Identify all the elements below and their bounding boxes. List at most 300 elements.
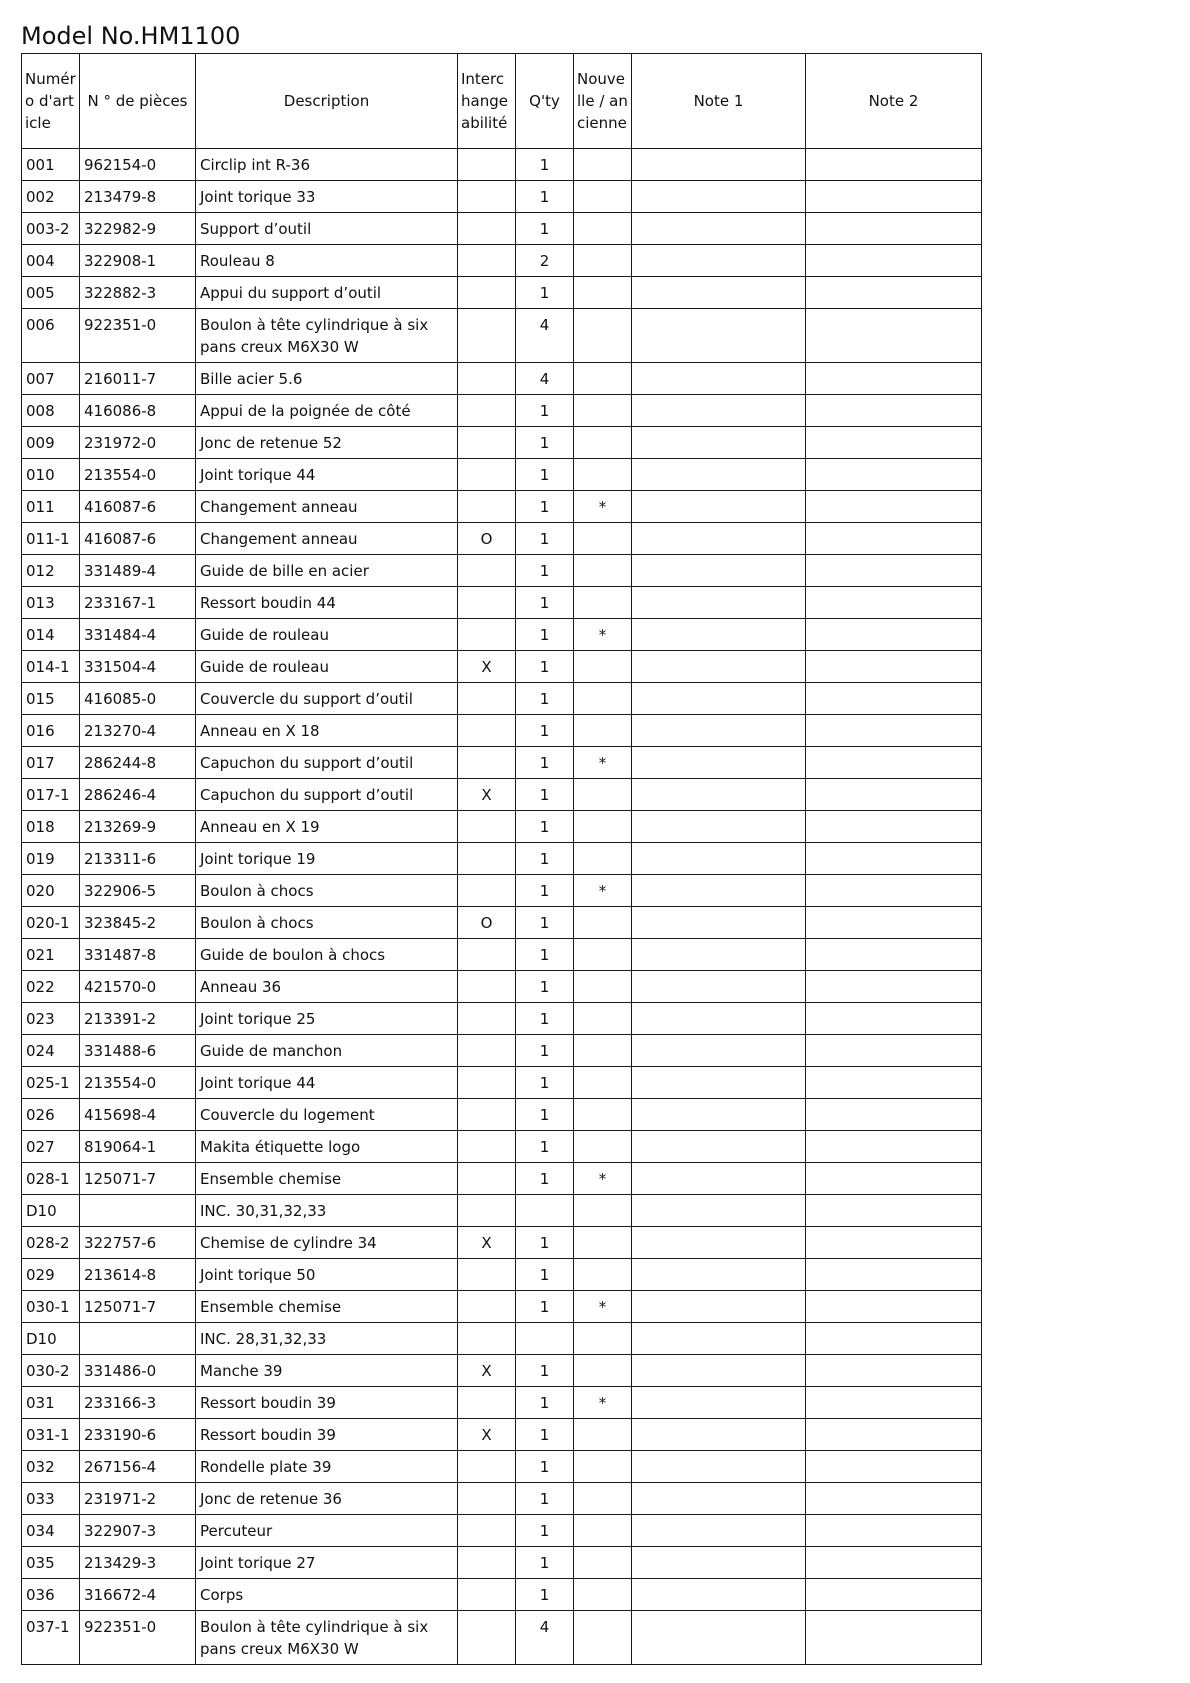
cell-description: Ressort boudin 44 <box>196 587 458 619</box>
cell-description: Jonc de retenue 52 <box>196 427 458 459</box>
cell-description: Jonc de retenue 36 <box>196 1483 458 1515</box>
cell-quantity: 1 <box>516 395 574 427</box>
cell-description: Joint torique 19 <box>196 843 458 875</box>
cell-interchangeability <box>458 683 516 715</box>
cell-item-number: 008 <box>22 395 80 427</box>
cell-item-number: 034 <box>22 1515 80 1547</box>
cell-item-number: 033 <box>22 1483 80 1515</box>
table-row <box>22 363 982 395</box>
cell-item-number: 001 <box>22 149 80 181</box>
cell-item-number: 020 <box>22 875 80 907</box>
cell-quantity: 1 <box>516 875 574 907</box>
cell-description: Capuchon du support d’outil <box>196 779 458 811</box>
cell-part-number: 316672-4 <box>80 1579 196 1611</box>
cell-note-2 <box>806 1195 982 1227</box>
cell-quantity: 1 <box>516 843 574 875</box>
cell-part-number: 323845-2 <box>80 907 196 939</box>
cell-item-number: 030-1 <box>22 1291 80 1323</box>
cell-item-number: 021 <box>22 939 80 971</box>
cell-new-old <box>574 715 632 747</box>
table-body <box>22 149 982 1665</box>
cell-description: Guide de boulon à chocs <box>196 939 458 971</box>
cell-note-2 <box>806 843 982 875</box>
cell-interchangeability <box>458 149 516 181</box>
cell-interchangeability <box>458 587 516 619</box>
cell-interchangeability <box>458 181 516 213</box>
cell-part-number: 331504-4 <box>80 651 196 683</box>
cell-note-2 <box>806 1067 982 1099</box>
cell-description: Boulon à tête cylindrique à six pans creux M6X30 W <box>196 1611 458 1665</box>
cell-note-2 <box>806 1451 982 1483</box>
cell-new-old <box>574 1547 632 1579</box>
table-row <box>22 843 982 875</box>
cell-new-old <box>574 277 632 309</box>
cell-item-number: 005 <box>22 277 80 309</box>
cell-note-1 <box>632 1067 806 1099</box>
cell-note-2 <box>806 1131 982 1163</box>
cell-note-2 <box>806 213 982 245</box>
table-row <box>22 971 982 1003</box>
cell-note-1 <box>632 1035 806 1067</box>
cell-description: Rouleau 8 <box>196 245 458 277</box>
cell-part-number: 415698-4 <box>80 1099 196 1131</box>
cell-new-old <box>574 1003 632 1035</box>
cell-new-old <box>574 1451 632 1483</box>
table-row <box>22 491 982 523</box>
cell-note-2 <box>806 1003 982 1035</box>
table-row <box>22 523 982 555</box>
table-row <box>22 1195 982 1227</box>
cell-note-1 <box>632 1227 806 1259</box>
cell-note-1 <box>632 213 806 245</box>
cell-part-number: 421570-0 <box>80 971 196 1003</box>
table-row <box>22 779 982 811</box>
cell-new-old <box>574 213 632 245</box>
cell-note-2 <box>806 651 982 683</box>
table-row <box>22 1579 982 1611</box>
cell-part-number: 231971-2 <box>80 1483 196 1515</box>
cell-quantity: 1 <box>516 619 574 651</box>
cell-note-2 <box>806 779 982 811</box>
table-row <box>22 1259 982 1291</box>
cell-note-2 <box>806 1579 982 1611</box>
cell-part-number: 233167-1 <box>80 587 196 619</box>
cell-note-1 <box>632 907 806 939</box>
table-row <box>22 1323 982 1355</box>
cell-interchangeability <box>458 971 516 1003</box>
cell-interchangeability <box>458 1131 516 1163</box>
cell-note-2 <box>806 619 982 651</box>
cell-new-old: * <box>574 491 632 523</box>
cell-part-number: 213554-0 <box>80 459 196 491</box>
cell-interchangeability <box>458 619 516 651</box>
cell-note-1 <box>632 1419 806 1451</box>
cell-new-old: * <box>574 619 632 651</box>
cell-item-number: 031-1 <box>22 1419 80 1451</box>
cell-part-number: 233166-3 <box>80 1387 196 1419</box>
table-header-row <box>22 54 982 149</box>
table-row <box>22 1291 982 1323</box>
header-item-number: Numéro d'article <box>22 54 80 149</box>
cell-new-old <box>574 523 632 555</box>
cell-note-1 <box>632 715 806 747</box>
table-row <box>22 651 982 683</box>
cell-part-number: 331484-4 <box>80 619 196 651</box>
cell-new-old <box>574 363 632 395</box>
cell-note-1 <box>632 1163 806 1195</box>
cell-note-2 <box>806 875 982 907</box>
cell-interchangeability <box>458 843 516 875</box>
cell-new-old <box>574 939 632 971</box>
cell-item-number: 023 <box>22 1003 80 1035</box>
cell-part-number: 416087-6 <box>80 523 196 555</box>
cell-interchangeability <box>458 213 516 245</box>
cell-description: INC. 28,31,32,33 <box>196 1323 458 1355</box>
cell-note-2 <box>806 587 982 619</box>
cell-new-old <box>574 651 632 683</box>
cell-note-2 <box>806 939 982 971</box>
cell-part-number: 322882-3 <box>80 277 196 309</box>
cell-part-number: 213429-3 <box>80 1547 196 1579</box>
cell-note-1 <box>632 1323 806 1355</box>
cell-part-number: 416086-8 <box>80 395 196 427</box>
cell-interchangeability <box>458 555 516 587</box>
cell-item-number: 035 <box>22 1547 80 1579</box>
cell-new-old <box>574 1035 632 1067</box>
cell-description: Guide de bille en acier <box>196 555 458 587</box>
cell-description: Boulon à tête cylindrique à six pans creux M6X30 W <box>196 309 458 363</box>
cell-note-1 <box>632 1547 806 1579</box>
cell-quantity: 1 <box>516 1259 574 1291</box>
cell-quantity: 1 <box>516 1163 574 1195</box>
cell-part-number: 331488-6 <box>80 1035 196 1067</box>
cell-part-number: 322906-5 <box>80 875 196 907</box>
cell-interchangeability <box>458 1483 516 1515</box>
cell-new-old <box>574 1355 632 1387</box>
cell-description: Support d’outil <box>196 213 458 245</box>
cell-note-1 <box>632 1099 806 1131</box>
cell-note-1 <box>632 555 806 587</box>
cell-note-1 <box>632 309 806 363</box>
cell-item-number: 014 <box>22 619 80 651</box>
cell-note-1 <box>632 1579 806 1611</box>
cell-item-number: 027 <box>22 1131 80 1163</box>
cell-item-number: 007 <box>22 363 80 395</box>
cell-interchangeability <box>458 309 516 363</box>
cell-part-number: 286246-4 <box>80 779 196 811</box>
cell-interchangeability <box>458 1323 516 1355</box>
cell-quantity: 1 <box>516 277 574 309</box>
cell-quantity: 2 <box>516 245 574 277</box>
cell-quantity: 1 <box>516 683 574 715</box>
cell-note-1 <box>632 1195 806 1227</box>
cell-note-2 <box>806 715 982 747</box>
cell-description: Percuteur <box>196 1515 458 1547</box>
cell-note-2 <box>806 1291 982 1323</box>
cell-note-2 <box>806 1483 982 1515</box>
cell-new-old <box>574 1323 632 1355</box>
table-row <box>22 427 982 459</box>
cell-part-number: 231972-0 <box>80 427 196 459</box>
cell-interchangeability: O <box>458 907 516 939</box>
table-row <box>22 245 982 277</box>
cell-part-number: 922351-0 <box>80 309 196 363</box>
cell-description: Couvercle du support d’outil <box>196 683 458 715</box>
cell-note-2 <box>806 181 982 213</box>
cell-description: Guide de rouleau <box>196 619 458 651</box>
cell-item-number: 017-1 <box>22 779 80 811</box>
cell-description: Joint torique 25 <box>196 1003 458 1035</box>
cell-new-old <box>574 1259 632 1291</box>
cell-new-old <box>574 1515 632 1547</box>
table-row <box>22 939 982 971</box>
cell-note-1 <box>632 523 806 555</box>
cell-note-2 <box>806 363 982 395</box>
cell-note-1 <box>632 747 806 779</box>
cell-note-2 <box>806 1419 982 1451</box>
cell-item-number: 037-1 <box>22 1611 80 1665</box>
cell-note-2 <box>806 1259 982 1291</box>
cell-description: Manche 39 <box>196 1355 458 1387</box>
cell-item-number: 010 <box>22 459 80 491</box>
cell-note-1 <box>632 811 806 843</box>
cell-item-number: 024 <box>22 1035 80 1067</box>
cell-quantity: 1 <box>516 971 574 1003</box>
cell-description: INC. 30,31,32,33 <box>196 1195 458 1227</box>
cell-interchangeability: O <box>458 523 516 555</box>
cell-item-number: 009 <box>22 427 80 459</box>
table-row <box>22 1131 982 1163</box>
cell-description: Changement anneau <box>196 491 458 523</box>
cell-item-number: 013 <box>22 587 80 619</box>
cell-description: Makita étiquette logo <box>196 1131 458 1163</box>
table-row <box>22 1067 982 1099</box>
table-row <box>22 1163 982 1195</box>
cell-part-number: 233190-6 <box>80 1419 196 1451</box>
table-row <box>22 213 982 245</box>
cell-new-old <box>574 587 632 619</box>
cell-quantity: 1 <box>516 1579 574 1611</box>
table-row <box>22 1483 982 1515</box>
cell-note-2 <box>806 1387 982 1419</box>
cell-new-old <box>574 971 632 1003</box>
cell-new-old <box>574 1099 632 1131</box>
cell-note-2 <box>806 683 982 715</box>
table-row <box>22 395 982 427</box>
table-row <box>22 555 982 587</box>
cell-note-1 <box>632 651 806 683</box>
cell-note-1 <box>632 149 806 181</box>
cell-description: Rondelle plate 39 <box>196 1451 458 1483</box>
cell-item-number: 006 <box>22 309 80 363</box>
cell-note-2 <box>806 1035 982 1067</box>
cell-interchangeability <box>458 395 516 427</box>
cell-quantity: 1 <box>516 747 574 779</box>
cell-description: Boulon à chocs <box>196 907 458 939</box>
cell-description: Boulon à chocs <box>196 875 458 907</box>
cell-interchangeability <box>458 1579 516 1611</box>
table-row <box>22 309 982 363</box>
cell-interchangeability <box>458 1547 516 1579</box>
cell-quantity: 1 <box>516 1419 574 1451</box>
cell-interchangeability <box>458 1451 516 1483</box>
table-row <box>22 181 982 213</box>
cell-note-2 <box>806 523 982 555</box>
cell-quantity: 1 <box>516 491 574 523</box>
cell-new-old <box>574 181 632 213</box>
cell-note-1 <box>632 395 806 427</box>
cell-quantity: 4 <box>516 309 574 363</box>
cell-note-1 <box>632 1451 806 1483</box>
cell-new-old <box>574 907 632 939</box>
cell-description: Ensemble chemise <box>196 1291 458 1323</box>
cell-part-number <box>80 1195 196 1227</box>
cell-new-old: * <box>574 747 632 779</box>
cell-item-number: 018 <box>22 811 80 843</box>
cell-note-1 <box>632 1515 806 1547</box>
cell-note-1 <box>632 1387 806 1419</box>
cell-description: Appui du support d’outil <box>196 277 458 309</box>
cell-note-2 <box>806 1355 982 1387</box>
cell-item-number: D10 <box>22 1323 80 1355</box>
header-new-old: Nouvelle / ancienne <box>574 54 632 149</box>
cell-quantity: 1 <box>516 181 574 213</box>
cell-item-number: 011-1 <box>22 523 80 555</box>
table-row <box>22 459 982 491</box>
cell-note-1 <box>632 491 806 523</box>
cell-part-number: 416087-6 <box>80 491 196 523</box>
cell-item-number: 029 <box>22 1259 80 1291</box>
cell-description: Chemise de cylindre 34 <box>196 1227 458 1259</box>
cell-description: Capuchon du support d’outil <box>196 747 458 779</box>
cell-quantity: 1 <box>516 523 574 555</box>
cell-part-number: 962154-0 <box>80 149 196 181</box>
cell-note-1 <box>632 1355 806 1387</box>
cell-new-old <box>574 555 632 587</box>
cell-interchangeability <box>458 939 516 971</box>
cell-new-old <box>574 1195 632 1227</box>
cell-item-number: 002 <box>22 181 80 213</box>
cell-new-old <box>574 1067 632 1099</box>
cell-note-2 <box>806 555 982 587</box>
cell-part-number: 322757-6 <box>80 1227 196 1259</box>
cell-new-old <box>574 427 632 459</box>
cell-note-2 <box>806 459 982 491</box>
cell-quantity: 1 <box>516 651 574 683</box>
table-row <box>22 1003 982 1035</box>
cell-item-number: 025-1 <box>22 1067 80 1099</box>
table-row <box>22 875 982 907</box>
cell-item-number: 020-1 <box>22 907 80 939</box>
cell-description: Circlip int R-36 <box>196 149 458 181</box>
cell-item-number: 011 <box>22 491 80 523</box>
cell-note-1 <box>632 683 806 715</box>
cell-new-old <box>574 245 632 277</box>
cell-note-1 <box>632 1131 806 1163</box>
cell-note-2 <box>806 395 982 427</box>
cell-note-1 <box>632 779 806 811</box>
cell-item-number: 003-2 <box>22 213 80 245</box>
cell-note-1 <box>632 587 806 619</box>
header-note-2: Note 2 <box>806 54 982 149</box>
cell-interchangeability: X <box>458 1355 516 1387</box>
cell-new-old <box>574 1227 632 1259</box>
cell-interchangeability <box>458 1515 516 1547</box>
cell-quantity: 1 <box>516 1035 574 1067</box>
cell-description: Couvercle du logement <box>196 1099 458 1131</box>
table-row <box>22 1387 982 1419</box>
cell-item-number: 015 <box>22 683 80 715</box>
cell-interchangeability <box>458 1067 516 1099</box>
cell-interchangeability: X <box>458 1419 516 1451</box>
cell-note-1 <box>632 1003 806 1035</box>
cell-quantity: 1 <box>516 1515 574 1547</box>
cell-interchangeability: X <box>458 651 516 683</box>
table-row <box>22 1419 982 1451</box>
cell-item-number: 036 <box>22 1579 80 1611</box>
cell-new-old <box>574 843 632 875</box>
cell-note-2 <box>806 245 982 277</box>
cell-quantity: 1 <box>516 715 574 747</box>
cell-item-number: 017 <box>22 747 80 779</box>
cell-item-number: 028-2 <box>22 1227 80 1259</box>
cell-item-number: D10 <box>22 1195 80 1227</box>
cell-quantity: 1 <box>516 1387 574 1419</box>
cell-item-number: 031 <box>22 1387 80 1419</box>
cell-new-old <box>574 683 632 715</box>
cell-interchangeability <box>458 747 516 779</box>
cell-note-2 <box>806 1163 982 1195</box>
cell-interchangeability <box>458 427 516 459</box>
cell-quantity: 4 <box>516 1611 574 1665</box>
table-row <box>22 1355 982 1387</box>
cell-new-old <box>574 1131 632 1163</box>
cell-note-1 <box>632 1611 806 1665</box>
cell-description: Anneau en X 18 <box>196 715 458 747</box>
cell-interchangeability <box>458 1611 516 1665</box>
cell-quantity: 1 <box>516 1227 574 1259</box>
cell-quantity: 1 <box>516 213 574 245</box>
cell-new-old <box>574 309 632 363</box>
table-row <box>22 1611 982 1665</box>
cell-quantity: 1 <box>516 1067 574 1099</box>
table-row <box>22 715 982 747</box>
cell-interchangeability <box>458 1387 516 1419</box>
cell-item-number: 016 <box>22 715 80 747</box>
cell-description: Joint torique 33 <box>196 181 458 213</box>
cell-part-number: 331489-4 <box>80 555 196 587</box>
cell-part-number <box>80 1323 196 1355</box>
cell-part-number: 819064-1 <box>80 1131 196 1163</box>
cell-note-1 <box>632 875 806 907</box>
cell-description: Changement anneau <box>196 523 458 555</box>
cell-part-number: 213391-2 <box>80 1003 196 1035</box>
parts-table <box>21 53 982 1665</box>
cell-note-2 <box>806 811 982 843</box>
cell-new-old <box>574 1579 632 1611</box>
cell-note-2 <box>806 1515 982 1547</box>
cell-part-number: 125071-7 <box>80 1163 196 1195</box>
cell-part-number: 213269-9 <box>80 811 196 843</box>
cell-quantity: 1 <box>516 1099 574 1131</box>
cell-description: Guide de manchon <box>196 1035 458 1067</box>
cell-quantity: 1 <box>516 1451 574 1483</box>
cell-part-number: 322982-9 <box>80 213 196 245</box>
cell-new-old: * <box>574 1163 632 1195</box>
cell-description: Ensemble chemise <box>196 1163 458 1195</box>
cell-interchangeability: X <box>458 1227 516 1259</box>
table-row <box>22 1099 982 1131</box>
